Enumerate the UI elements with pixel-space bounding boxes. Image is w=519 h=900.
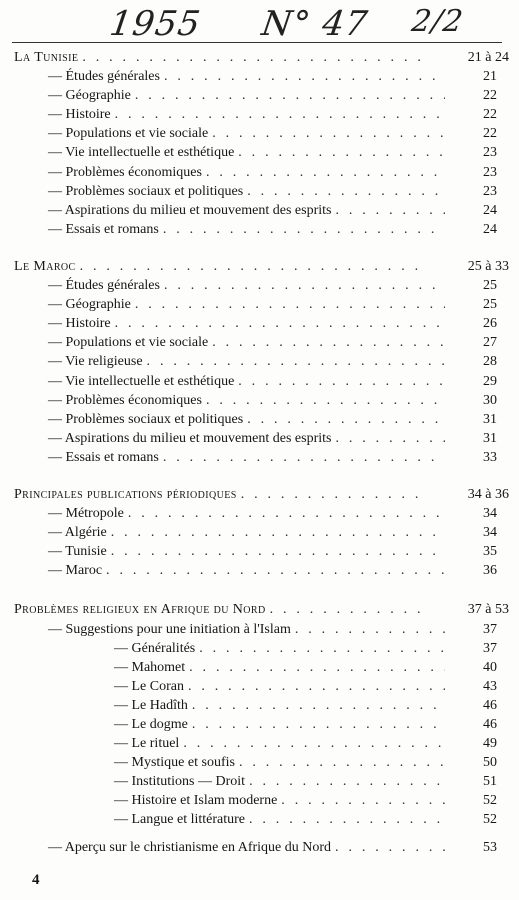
leader-dots (135, 88, 445, 104)
entry-label: — Aperçu sur le christianisme en Afrique du Nord (48, 839, 332, 855)
entry-page: 26 (483, 316, 497, 332)
entry-page: 51 (483, 774, 497, 790)
toc-entry (0, 525, 519, 544)
toc-section-religieux (0, 602, 519, 858)
toc-entry (0, 506, 519, 525)
leader-dots (192, 717, 445, 733)
toc-entry (0, 431, 519, 450)
leader-dots (106, 563, 445, 579)
toc-entry (0, 69, 519, 88)
toc-entry (0, 88, 519, 107)
leader-dots (199, 641, 445, 657)
toc-entry (0, 203, 519, 222)
leader-dots (335, 203, 445, 219)
leader-dots (241, 487, 429, 503)
leader-dots (111, 544, 445, 560)
section-title: Le Maroc (14, 258, 76, 274)
entry-page: 37 (483, 640, 497, 656)
toc-section-tunisie (0, 50, 519, 241)
entry-label: — Aspirations du milieu et mouvement des esprits (48, 202, 332, 218)
toc-section-periodiques (0, 487, 519, 582)
entry-label: — Généralités (114, 640, 196, 656)
entry-page: 23 (483, 145, 497, 161)
leader-dots (163, 450, 445, 466)
entry-label: — Institutions — Droit (114, 774, 246, 790)
section-heading (0, 259, 519, 278)
leader-dots (238, 145, 445, 161)
entry-label: — Histoire (48, 107, 111, 123)
entry-page: 27 (483, 335, 497, 351)
section-pages: 21 à 24 (467, 50, 509, 65)
entry-label: — Aspirations du milieu et mouvement des esprits (48, 430, 332, 446)
entry-page: 53 (483, 839, 497, 855)
leader-dots (115, 107, 445, 123)
entry-label: — Géographie (48, 88, 131, 104)
entry-page: 29 (483, 373, 497, 389)
leader-dots (135, 297, 445, 313)
leader-dots (335, 431, 445, 447)
entry-page: 23 (483, 183, 497, 199)
section-heading (0, 602, 519, 621)
leader-dots (82, 50, 429, 66)
toc-entry (0, 165, 519, 184)
entry-label: — Le Coran (114, 678, 184, 694)
leader-dots (247, 184, 445, 200)
entry-label: — Algérie (48, 525, 107, 541)
toc-entry (0, 393, 519, 412)
entry-page: 40 (483, 659, 497, 675)
entry-page: 22 (483, 107, 497, 123)
toc-subentry (0, 793, 519, 812)
entry-label: — Études générales (48, 278, 160, 294)
entry-page: 46 (483, 697, 497, 713)
entry-page: 52 (483, 793, 497, 809)
leader-dots (238, 374, 445, 390)
entry-label: — Histoire (48, 316, 111, 332)
entry-page: 28 (483, 354, 497, 370)
handwritten-year: 1955 (107, 4, 204, 44)
leader-dots (206, 393, 445, 409)
leader-dots (163, 222, 445, 238)
leader-dots (188, 679, 445, 695)
entry-label: — Suggestions pour une initiation à l'Islam (48, 621, 291, 637)
toc-entry (0, 278, 519, 297)
toc-section-maroc (0, 259, 519, 469)
entry-label: — Tunisie (48, 544, 107, 560)
leader-dots (147, 354, 445, 370)
entry-label: — Problèmes sociaux et politiques (48, 183, 244, 199)
entry-page: 24 (483, 221, 497, 237)
entry-label: — Essais et romans (48, 449, 159, 465)
toc-entry (0, 354, 519, 373)
leader-dots (189, 660, 445, 676)
leader-dots (111, 525, 445, 541)
section-title: Principales publications périodiques (14, 486, 237, 502)
leader-dots (128, 506, 445, 522)
toc-subentry (0, 679, 519, 698)
leader-dots (192, 698, 445, 714)
section-heading (0, 50, 519, 69)
leader-dots (164, 69, 445, 85)
page-number: 4 (32, 872, 40, 888)
section-pages: 25 à 33 (467, 258, 509, 274)
toc-entry (0, 374, 519, 393)
entry-page: 43 (483, 678, 497, 694)
entry-page: 25 (483, 297, 497, 313)
entry-label: — Géographie (48, 297, 131, 313)
entry-label: — Maroc (48, 563, 103, 579)
toc-entry (0, 450, 519, 469)
section-title: La Tunisie (14, 50, 79, 65)
table-of-contents (0, 44, 519, 859)
leader-dots (212, 335, 445, 351)
entry-label: — Problèmes économiques (48, 164, 202, 180)
entry-page: 23 (483, 164, 497, 180)
toc-entry (0, 563, 519, 582)
leader-dots (281, 793, 445, 809)
toc-subentry (0, 660, 519, 679)
leader-dots (239, 755, 445, 771)
entry-page: 24 (483, 202, 497, 218)
entry-label: — Langue et littérature (114, 812, 245, 828)
toc-entry (0, 297, 519, 316)
toc-entry (0, 316, 519, 335)
toc-entry (0, 622, 519, 641)
entry-label: — Populations et vie sociale (48, 335, 209, 351)
toc-entry (0, 335, 519, 354)
entry-label: — Le dogme (114, 717, 188, 732)
leader-dots (270, 602, 429, 618)
leader-dots (247, 412, 445, 428)
entry-page: 22 (483, 88, 497, 104)
entry-page: 31 (483, 430, 497, 446)
section-pages: 37 à 53 (467, 602, 509, 618)
entry-page: 35 (483, 544, 497, 560)
leader-dots (249, 774, 445, 790)
entry-page: 49 (483, 736, 497, 752)
toc-entry (0, 412, 519, 431)
entry-label: — Vie religieuse (48, 354, 143, 370)
toc-subentry (0, 717, 519, 736)
entry-page: 34 (483, 525, 497, 541)
entry-page: 22 (483, 126, 497, 142)
section-heading (0, 487, 519, 506)
entry-label: — Études générales (48, 69, 160, 85)
entry-label: — Le rituel (114, 736, 180, 752)
top-rule (12, 42, 502, 43)
leader-dots (115, 316, 445, 332)
entry-page: 33 (483, 449, 497, 465)
toc-subentry (0, 774, 519, 793)
handwritten-number: N° 47 (259, 4, 371, 44)
toc-subentry (0, 736, 519, 755)
entry-label: — Vie intellectuelle et esthétique (48, 373, 235, 389)
leader-dots (183, 736, 445, 752)
entry-label: — Vie intellectuelle et esthétique (48, 145, 235, 161)
toc-subentry (0, 755, 519, 774)
entry-label: — Essais et romans (48, 221, 159, 237)
entry-page: 36 (483, 563, 497, 579)
toc-entry (0, 840, 519, 859)
entry-page: 30 (483, 392, 497, 408)
toc-entry (0, 222, 519, 241)
entry-page: 34 (483, 506, 497, 522)
leader-dots (335, 840, 445, 856)
toc-entry (0, 107, 519, 126)
entry-page: 50 (483, 755, 497, 771)
entry-label: — Mystique et soufis (114, 755, 235, 771)
handwritten-part: 2/2 (409, 4, 466, 39)
leader-dots (80, 259, 429, 275)
leader-dots (212, 126, 445, 142)
entry-page: 37 (483, 621, 497, 637)
entry-label: — Problèmes sociaux et politiques (48, 411, 244, 427)
entry-label: — Histoire et Islam moderne (114, 793, 278, 809)
entry-label: — Métropole (48, 506, 124, 522)
leader-dots (206, 165, 445, 181)
entry-label: — Problèmes économiques (48, 392, 202, 408)
toc-subentry (0, 641, 519, 660)
toc-subentry (0, 812, 519, 831)
entry-page: 21 (483, 69, 497, 85)
entry-page: 31 (483, 411, 497, 427)
entry-label: — Le Hadîth (114, 697, 188, 713)
toc-subentry (0, 698, 519, 717)
section-title: Problèmes religieux en Afrique du Nord (14, 602, 266, 618)
leader-dots (295, 622, 445, 638)
entry-page: 52 (483, 812, 497, 828)
leader-dots (249, 812, 445, 828)
toc-entry (0, 145, 519, 164)
entry-page: 46 (483, 717, 497, 732)
toc-entry (0, 184, 519, 203)
entry-label: — Mahomet (114, 659, 186, 675)
section-pages: 34 à 36 (467, 486, 509, 502)
leader-dots (164, 278, 445, 294)
entry-page: 25 (483, 278, 497, 294)
toc-entry (0, 126, 519, 145)
entry-label: — Populations et vie sociale (48, 126, 209, 142)
toc-entry (0, 544, 519, 563)
